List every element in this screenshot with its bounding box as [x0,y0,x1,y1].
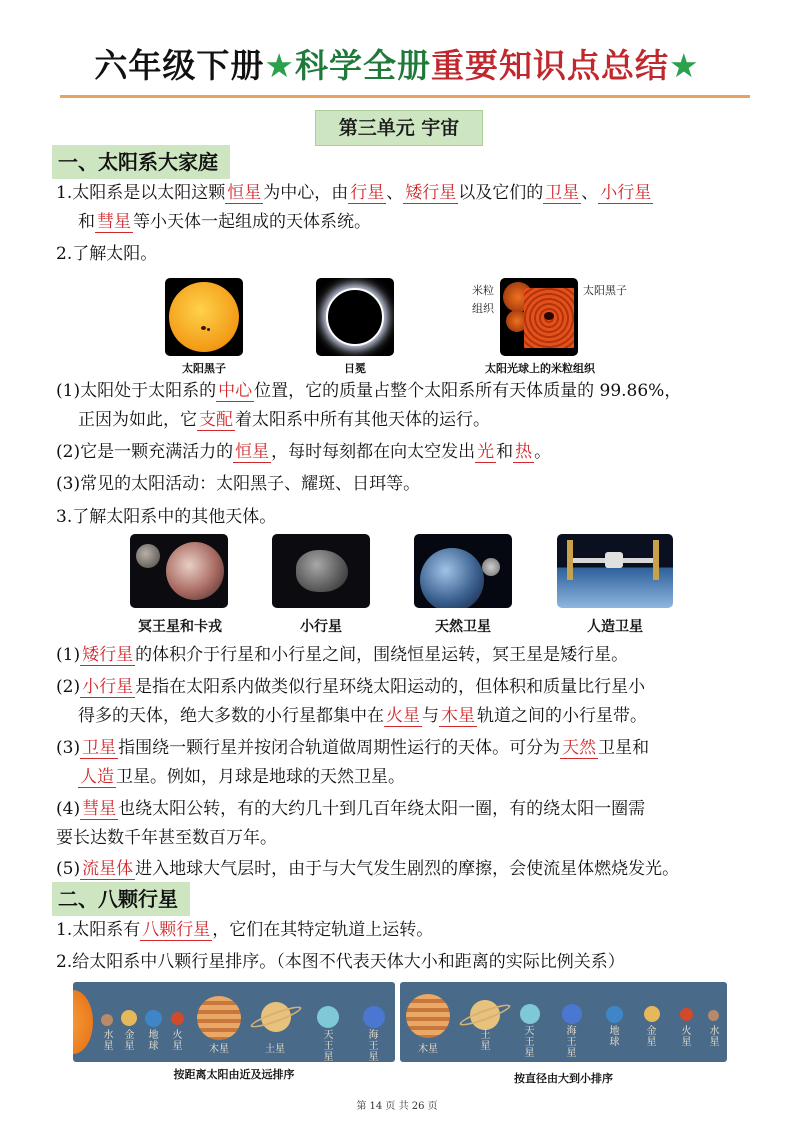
asteroid-image [272,534,370,608]
fact-satellite-cont: 人造 卫星。例如，月球是地球的天然卫星。 [80,767,405,787]
caption-by-diameter: 按直径由大到小排序 [514,1072,613,1085]
fact-asteroid: (2) 小行星 是指在太阳系内做类似行星环绕太阳运动的，但体积和质量比行星小 [56,677,646,697]
page-title: 六年级下册★科学全册重要知识点总结★ [94,46,700,85]
artificial-satellite-image [557,534,673,608]
natural-satellite-image [414,534,512,608]
fact-comet-cont: 要长达数千年甚至数百万年。 [56,828,277,848]
caption-sunspot: 太阳黑子 [182,362,226,375]
caption-asteroid: 小行星 [300,619,342,635]
caption-pluto-charon: 冥王星和卡戎 [138,619,222,635]
paragraph-solar-system: 1.太阳系是以太阳这颗 恒星 为中心，由 行星 、 矮行星 以及它们的 卫星 、 小行星 [56,183,652,203]
sun-fact-1-cont: 正因为如此，它 支配 着太阳系中所有其他天体的运行。 [78,410,490,430]
paragraph-other-bodies: 3.了解太阳系中的其他天体。 [56,507,277,527]
fact-dwarf-planet: (1) 矮行星 的体积介于行星和小行星之间，围绕恒星运转，冥王星是矮行星。 [56,645,629,665]
paragraph-planet-order: 2.给太阳系中八颗行星排序。（本图不代表天体大小和距离的实际比例关系） [56,952,625,972]
paragraph-eight-planets: 1.太阳系有 八颗行星 ，它们在其特定轨道上运转。 [56,920,434,940]
star-icon: ★ [669,46,700,85]
sun-fact-1: (1)太阳处于太阳系的 中心 位置，它的质量占整个太阳系所有天体质量的 99.86%， [56,381,682,401]
section-heading-eight-planets: 二、八颗行星 [52,882,190,916]
granulation-image [500,278,578,356]
paragraph-solar-system-cont: 和 彗星 等小天体一起组成的天体系统。 [78,212,371,232]
tag-granule: 米粒 组织 [472,284,494,315]
caption-by-distance: 按距离太阳由近及远排序 [173,1068,295,1081]
corona-image [316,278,394,356]
tag-sunspot: 太阳黑子 [583,284,627,297]
fact-asteroid-cont: 得多的天体，绝大多数的小行星都集中在 火星 与 木星 轨道之间的小行星带。 [78,706,647,726]
fact-comet: (4) 彗星 也绕太阳公转，有的大约几十到几百年绕太阳一圈，有的绕太阳一圈需 [56,799,646,819]
sun-fact-2: (2)它是一颗充满活力的 恒星 ，每时每刻都在向太空发出 光 和 热 。 [56,442,552,462]
title-divider [60,95,750,98]
caption-artificial-satellite: 人造卫星 [587,619,643,635]
sun-fact-3: (3)常见的太阳活动：太阳黑子、耀斑、日珥等。 [56,474,421,494]
section-heading-solar-family: 一、太阳系大家庭 [52,145,230,179]
page-number: 第 14 页 共 26 页 [356,1101,438,1112]
unit-title: 第三单元 宇宙 [315,110,483,146]
fact-satellite: (3) 卫星 指围绕一颗行星并按闭合轨道做周期性运行的天体。可分为 天然 卫星和 [56,738,650,758]
planets-by-distance-image: 水星 金星 地球 火星 木星 土星 天王星 海王星 [73,982,395,1062]
sun-sunspot-image [165,278,243,356]
caption-corona: 日冕 [344,362,366,375]
fact-meteoroid: (5) 流星体 进入地球大气层时，由于与大气发生剧烈的摩擦，会使流星体燃烧发光。 [56,859,680,879]
caption-natural-satellite: 天然卫星 [435,619,491,635]
pluto-charon-image [130,534,228,608]
paragraph-about-sun: 2.了解太阳。 [56,244,158,264]
planets-by-diameter-image: 木星 土星 天王星 海王星 地球 金星 火星 水星 [400,982,727,1062]
star-icon: ★ [264,46,295,85]
caption-granulation: 太阳光球上的米粒组织 [485,362,595,375]
